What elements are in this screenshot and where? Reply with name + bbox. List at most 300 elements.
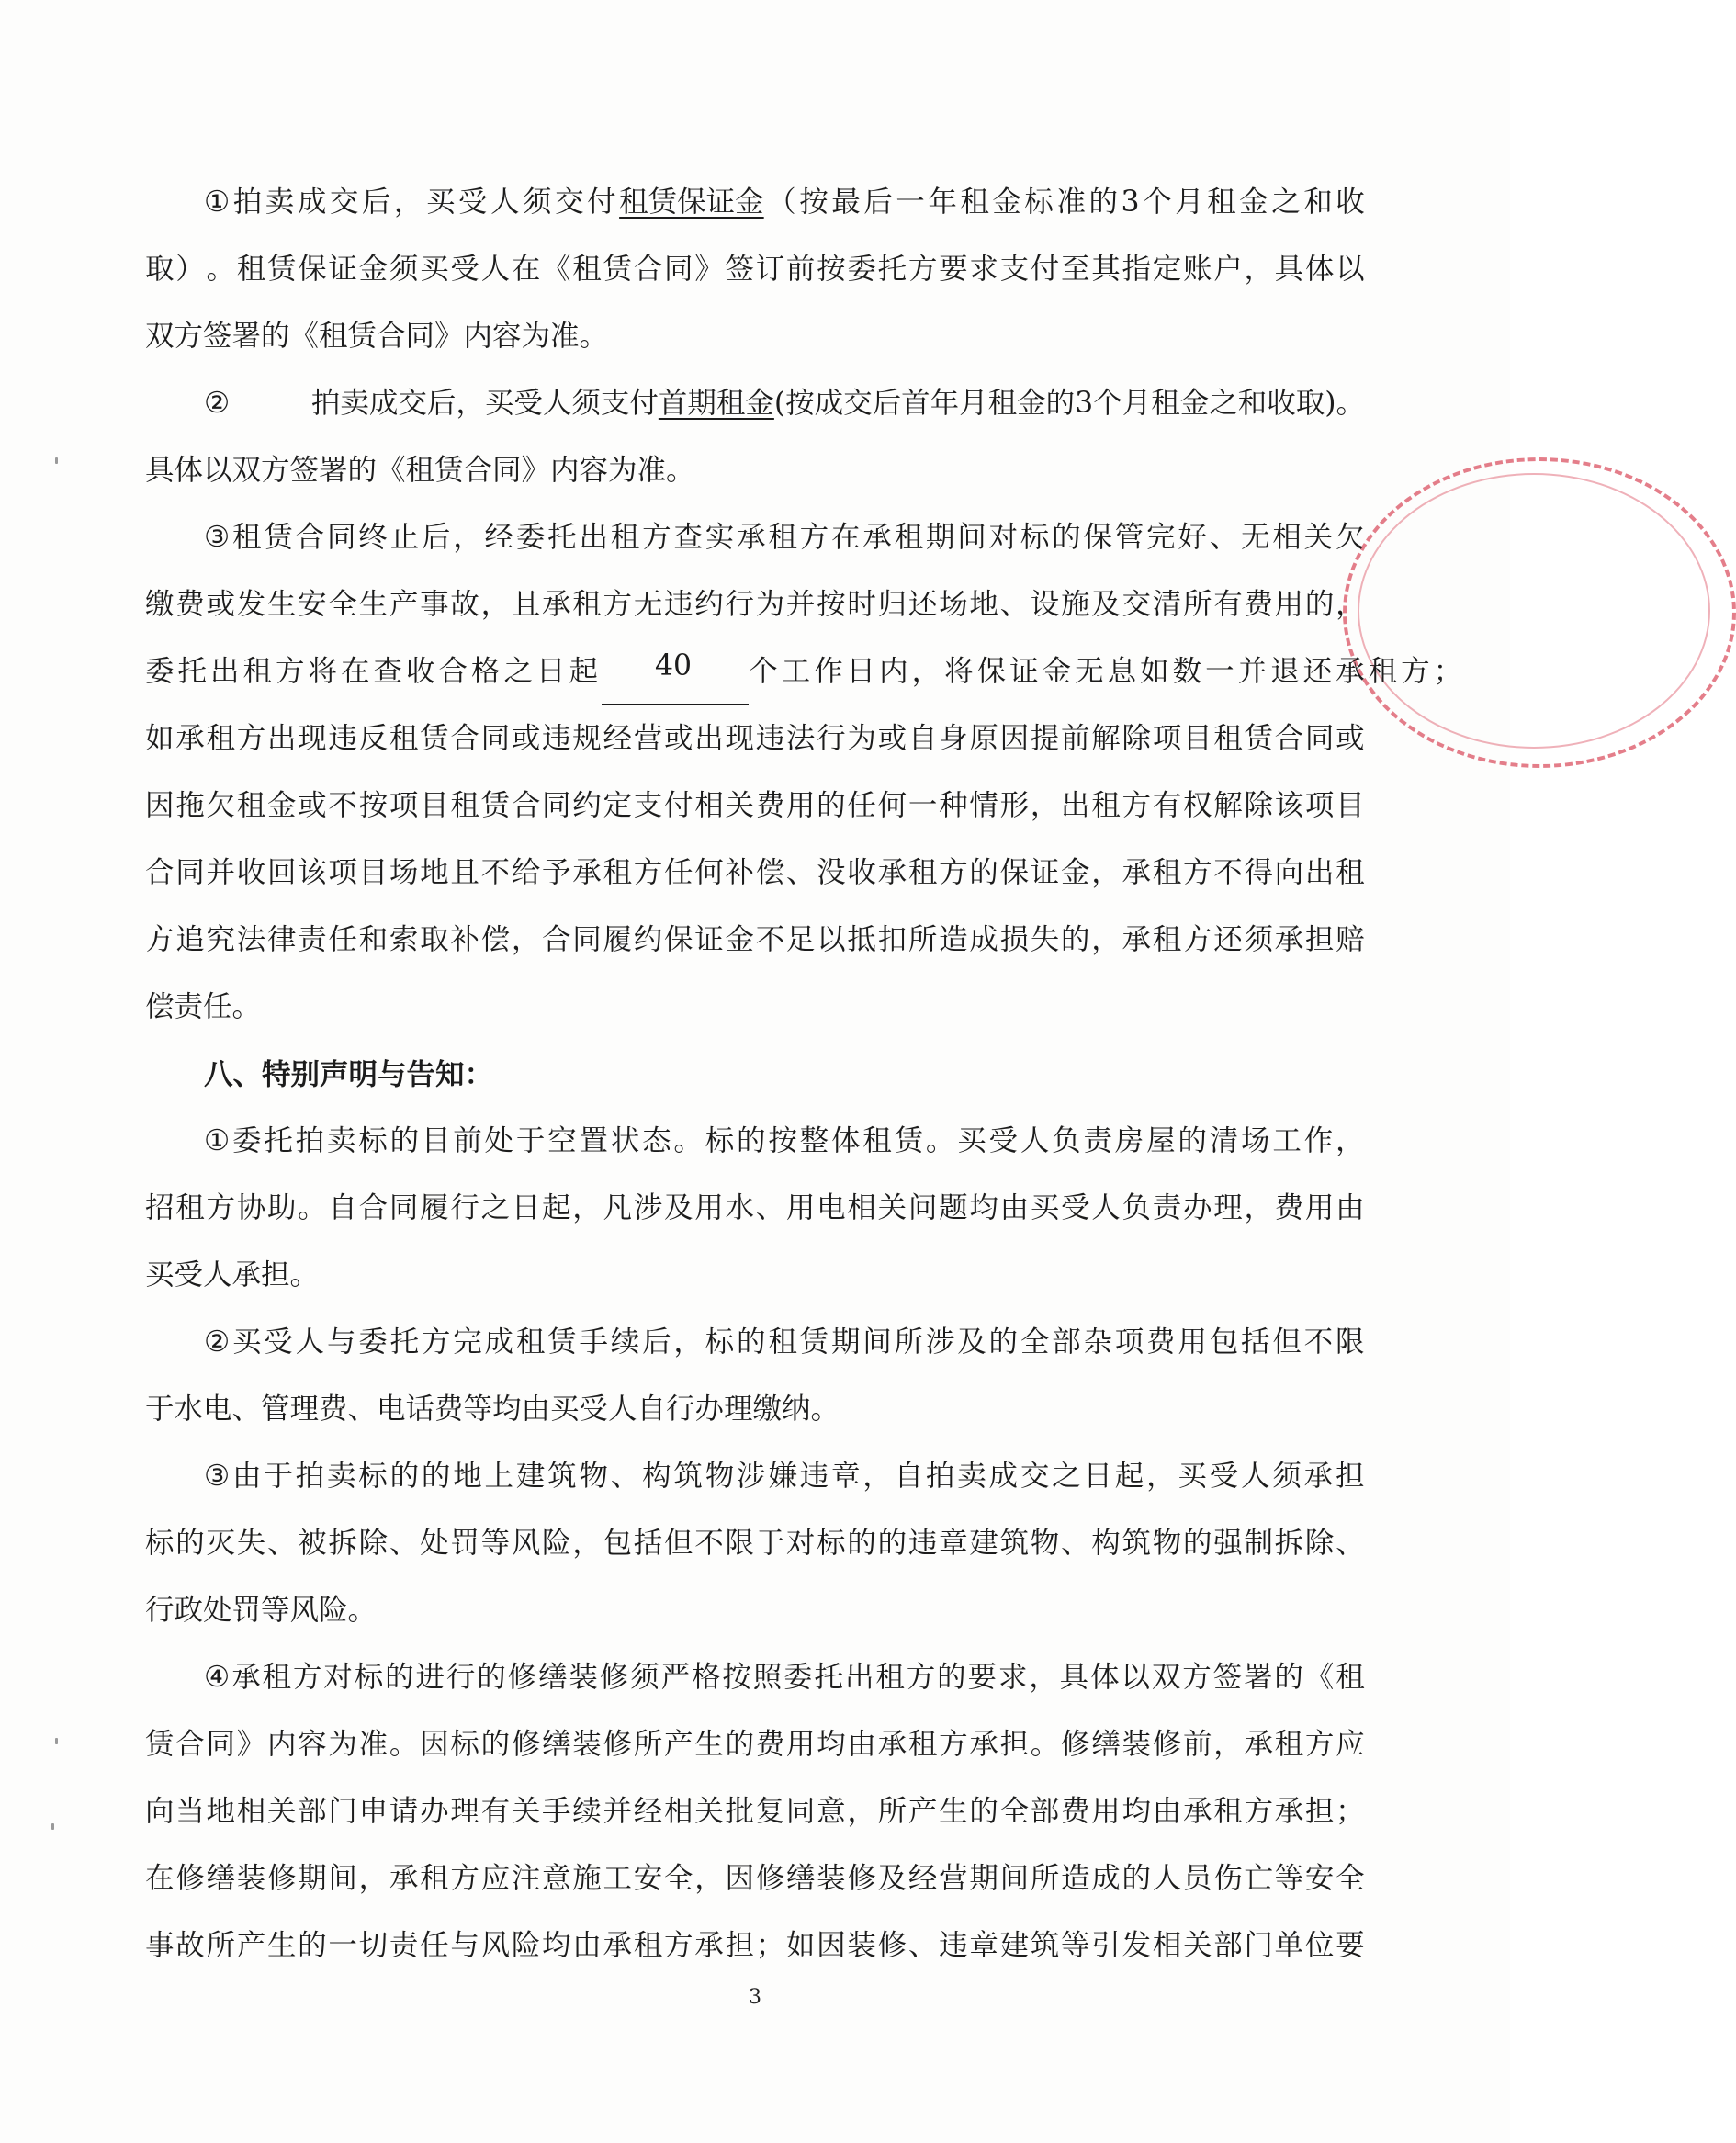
glyph: 费 [1274, 1191, 1304, 1224]
section-8-item-1-line-2 [145, 1175, 1365, 1242]
glyph: 对 [323, 1661, 353, 1694]
glyph: 收 [847, 856, 876, 889]
glyph: 用 [694, 1191, 724, 1224]
glyph: 经 [484, 521, 514, 554]
scan-speck [55, 457, 58, 464]
section-8-item-3-line-2 [145, 1510, 1365, 1577]
glyph: 给 [511, 856, 541, 889]
glyph: 产 [907, 1795, 938, 1828]
glyph: 缮 [785, 1862, 816, 1895]
glyph: 承 [862, 521, 892, 554]
glyph: 拆 [1274, 1527, 1304, 1560]
glyph: 单 [1274, 1929, 1304, 1962]
glyph: 照 [752, 1661, 783, 1694]
glyph: 抵 [847, 923, 876, 956]
glyph: ① [204, 186, 231, 219]
glyph: 损 [999, 923, 1030, 956]
glyph: 清 [1209, 1124, 1239, 1157]
glyph: 委 [783, 1661, 813, 1694]
glyph: 的 [175, 1527, 205, 1560]
glyph: 的 [937, 1661, 966, 1694]
glyph: 费 [755, 1728, 785, 1761]
glyph: 委 [847, 253, 876, 286]
glyph: ， [511, 923, 541, 956]
glyph: 同 [542, 789, 571, 822]
paragraph-2-line-2 [145, 437, 1365, 504]
glyph: 管 [1114, 521, 1144, 554]
glyph: 偿 [755, 856, 785, 889]
glyph: 受 [450, 253, 479, 286]
glyph: 赁 [266, 253, 297, 286]
glyph: 全 [663, 1862, 693, 1895]
red-seal-stamp-inner-ring [1358, 473, 1710, 749]
glyph: ， [1336, 588, 1365, 621]
glyph: 究 [206, 923, 235, 956]
glyph: 生 [694, 1728, 724, 1761]
glyph: 安 [298, 588, 327, 621]
glyph: 以 [1336, 253, 1365, 286]
glyph: 支 [633, 789, 663, 822]
glyph: 但 [663, 1527, 693, 1560]
glyph: 员 [1182, 1862, 1212, 1895]
glyph: 均 [969, 1191, 998, 1224]
glyph: 人 [1152, 1862, 1182, 1895]
glyph: 置 [579, 1124, 608, 1157]
glyph: 租 [1207, 186, 1236, 219]
glyph: 有 [1213, 588, 1243, 621]
glyph: 何 [877, 789, 907, 822]
glyph: 的 [737, 1325, 766, 1359]
glyph: 由 [1336, 1191, 1365, 1224]
glyph: 间 [862, 1325, 892, 1359]
glyph: 亡 [1244, 1862, 1273, 1895]
glyph: 门 [328, 1795, 357, 1828]
glyph: 为 [755, 588, 785, 621]
glyph: 何 [694, 856, 724, 889]
glyph: 有 [1152, 789, 1182, 822]
glyph: 理 [450, 1795, 479, 1828]
glyph: 之 [1052, 1460, 1081, 1493]
glyph: 办 [1182, 1191, 1212, 1224]
glyph: 承 [231, 1661, 261, 1694]
glyph: 该 [1274, 789, 1304, 822]
glyph: 承 [969, 1728, 998, 1761]
glyph: 租 [262, 1661, 292, 1694]
glyph: 筑 [1030, 1929, 1060, 1962]
glyph: 强 [1213, 1527, 1243, 1560]
glyph: 方 [799, 521, 829, 554]
glyph: ， [393, 186, 423, 219]
glyph: 。 [925, 1124, 955, 1157]
glyph: 、 [785, 856, 816, 889]
glyph: 任 [847, 789, 876, 822]
glyph: 的 [1061, 923, 1090, 956]
glyph: 赔 [1336, 923, 1365, 956]
glyph: 须 [630, 1661, 659, 1694]
section-8-item-3-line-3 [145, 1577, 1365, 1644]
glyph: 人 [1241, 1460, 1270, 1493]
glyph: 租 [572, 253, 602, 286]
text-run: 于水电、管理费、电话费等均由买受人自行办理缴纳。 [145, 1393, 840, 1426]
glyph: 修 [1152, 1728, 1182, 1761]
section-8-item-4-line-4 [145, 1845, 1365, 1912]
glyph: 支 [999, 253, 1030, 286]
glyph: 要 [939, 253, 968, 286]
glyph: 等 [1274, 1862, 1304, 1895]
glyph: 以 [817, 923, 846, 956]
glyph: 自 [328, 1191, 357, 1224]
glyph: 担 [999, 1728, 1030, 1761]
glyph: 的 [988, 1325, 1019, 1359]
glyph: 卖 [265, 186, 295, 219]
glyph: 赁 [547, 1325, 577, 1359]
glyph: 签 [725, 253, 754, 286]
glyph: 项 [1152, 722, 1182, 755]
glyph: ， [480, 588, 511, 621]
glyph: 租 [236, 253, 266, 286]
glyph: 的 [725, 1728, 754, 1761]
paragraph-3-line-3 [145, 638, 1467, 705]
glyph: 的 [421, 1460, 451, 1493]
glyph: 受 [1061, 1191, 1090, 1224]
glyph: 求 [969, 253, 998, 286]
glyph: 由 [999, 1191, 1030, 1224]
glyph: 建 [999, 1929, 1030, 1962]
glyph: 》 [694, 253, 724, 286]
glyph: 因 [420, 1728, 449, 1761]
glyph: 地 [206, 1795, 235, 1828]
glyph: 同 [663, 253, 693, 286]
glyph: 不 [328, 789, 357, 822]
glyph: 手 [579, 1325, 608, 1359]
glyph: 所 [894, 1325, 924, 1359]
glyph: 方 [939, 856, 968, 889]
glyph: ， [1244, 1191, 1273, 1224]
glyph: 方 [1122, 789, 1152, 822]
glyph: 标 [354, 1661, 384, 1694]
glyph: 违 [663, 588, 693, 621]
glyph: 负 [1052, 1124, 1081, 1157]
glyph: 租 [420, 1862, 449, 1895]
glyph: 承 [542, 588, 571, 621]
glyph: ， [358, 1862, 389, 1895]
glyph: 费 [1061, 1795, 1090, 1828]
glyph: 房 [1114, 1124, 1144, 1157]
glyph: 嫌 [768, 1460, 797, 1493]
glyph: 方 [603, 588, 633, 621]
glyph: 定 [603, 789, 633, 822]
glyph: 承 [1274, 923, 1304, 956]
glyph: ， [1029, 1661, 1058, 1694]
glyph: 同 [389, 1191, 419, 1224]
glyph: 方 [1182, 1661, 1212, 1694]
glyph: 态 [642, 1124, 671, 1157]
glyph: 法 [785, 722, 816, 755]
glyph: 时 [847, 588, 876, 621]
glyph: ， [453, 521, 482, 554]
glyph: 空 [547, 1124, 577, 1157]
glyph: 形 [999, 789, 1030, 822]
glyph: 保 [663, 923, 693, 956]
glyph: 期 [298, 1862, 327, 1895]
glyph: 灭 [206, 1527, 235, 1560]
glyph: 场 [1241, 1124, 1270, 1157]
glyph: 标 [358, 1460, 388, 1493]
glyph: 目 [1182, 722, 1212, 755]
glyph: 标 [450, 1728, 479, 1761]
glyph: 目 [1336, 789, 1365, 822]
glyph: 和 [358, 923, 389, 956]
glyph: 关 [1303, 521, 1334, 554]
glyph: 不 [480, 856, 511, 889]
glyph: 限 [725, 1527, 754, 1560]
glyph: 任 [420, 1929, 449, 1962]
glyph: 及 [877, 1862, 907, 1895]
glyph: 地 [453, 1460, 482, 1493]
glyph: 费 [175, 588, 205, 621]
underlined-term: 首期租金 [658, 387, 774, 420]
glyph: 建 [515, 1460, 546, 1493]
glyph: 回 [266, 856, 297, 889]
glyph: 批 [725, 1795, 754, 1828]
glyph: 因 [725, 1862, 754, 1895]
glyph: ） [175, 253, 205, 286]
glyph: 取 [145, 253, 175, 286]
glyph: 经 [603, 722, 633, 755]
glyph: 括 [633, 1527, 663, 1560]
glyph: 安 [633, 1862, 663, 1895]
glyph: 承 [1274, 1795, 1304, 1828]
glyph: 的 [1178, 1124, 1207, 1157]
glyph: 于 [264, 1460, 293, 1493]
glyph: 的 [847, 1527, 876, 1560]
glyph: 由 [572, 1929, 602, 1962]
glyph: 构 [642, 1460, 671, 1493]
glyph: 违 [755, 722, 785, 755]
glyph: 买 [425, 186, 456, 219]
glyph: 付 [587, 186, 616, 219]
glyph: 期 [925, 521, 955, 554]
glyph: 订 [755, 253, 785, 286]
section-8-item-4-line-1 [145, 1644, 1365, 1711]
glyph: 要 [1336, 1929, 1365, 1962]
underlined-blank-value: 40 [602, 638, 749, 705]
glyph: 足 [785, 923, 816, 956]
glyph: 及 [957, 1325, 986, 1359]
glyph: 承 [877, 1728, 907, 1761]
glyph: 处 [484, 1124, 514, 1157]
glyph: 其 [1091, 253, 1121, 286]
glyph: 修 [507, 1661, 537, 1694]
glyph: 设 [1030, 588, 1060, 621]
glyph: 成 [969, 923, 998, 956]
glyph: 除 [1244, 789, 1273, 822]
glyph: 意 [542, 1862, 571, 1895]
glyph: 期 [969, 1862, 998, 1895]
glyph: 筑 [1122, 1527, 1152, 1560]
glyph: 请 [389, 1795, 419, 1828]
glyph: 。 [206, 253, 235, 286]
glyph: 按 [817, 588, 846, 621]
glyph: 一 [328, 1929, 357, 1962]
glyph: 体 [830, 1124, 861, 1157]
glyph: 承 [1303, 1460, 1334, 1493]
glyph: 原 [969, 722, 998, 755]
glyph: 租 [875, 1661, 905, 1694]
glyph: 经 [907, 1862, 938, 1895]
heading-text: 八、特别声明与告知： [204, 1057, 494, 1091]
glyph: 出 [1304, 856, 1335, 889]
glyph: 行 [450, 1191, 479, 1224]
glyph: 全 [999, 1795, 1030, 1828]
glyph: 赁 [603, 253, 633, 286]
glyph: 人 [295, 1325, 325, 1359]
glyph: 用 [1274, 588, 1304, 621]
glyph: 及 [1091, 588, 1121, 621]
glyph: 、 [755, 1191, 785, 1224]
glyph: 受 [264, 1325, 293, 1359]
glyph: 赁 [1244, 722, 1273, 755]
glyph: 标 [705, 1124, 735, 1157]
glyph: 与 [326, 1325, 356, 1359]
glyph: 完 [1146, 521, 1176, 554]
glyph: 营 [633, 722, 663, 755]
glyph: 卖 [326, 1124, 356, 1157]
glyph: 情 [969, 789, 998, 822]
glyph: 方 [633, 856, 663, 889]
glyph: 目 [420, 789, 449, 822]
glyph: 买 [957, 1124, 986, 1157]
glyph: 。 [673, 1124, 703, 1157]
glyph: 杂 [1083, 1325, 1112, 1359]
glyph: 解 [1091, 722, 1121, 755]
glyph: 租 [907, 1728, 938, 1761]
glyph: 担 [725, 1929, 754, 1962]
glyph: 承 [389, 1862, 419, 1895]
glyph: 内 [266, 1728, 297, 1761]
glyph: 责 [389, 1929, 419, 1962]
glyph: 出 [266, 722, 297, 755]
glyph: 作 [1303, 1124, 1334, 1157]
section-8-item-4-line-5 [145, 1912, 1365, 1979]
glyph: 问 [907, 1191, 938, 1224]
glyph: 行 [817, 722, 846, 755]
glyph: 租 [389, 722, 419, 755]
glyph: 如 [785, 1929, 816, 1962]
glyph: 租 [768, 1325, 797, 1359]
glyph: 物 [1152, 1527, 1182, 1560]
glyph: 归 [877, 588, 907, 621]
glyph: 并 [206, 856, 235, 889]
glyph: 《 [1304, 1661, 1335, 1694]
glyph: 赁 [894, 1124, 924, 1157]
glyph: 目 [358, 856, 389, 889]
glyph: 清 [1152, 588, 1182, 621]
glyph: 状 [610, 1124, 640, 1157]
glyph: 同 [175, 856, 205, 889]
glyph: ， [1335, 1124, 1365, 1157]
glyph: ， [1244, 253, 1273, 286]
section-8-heading [145, 1041, 1365, 1108]
text-run-b: (按成交后首年月租金的3个月租金之和收取)。 [773, 387, 1365, 420]
glyph: 产 [663, 1728, 693, 1761]
glyph: 买 [1178, 1460, 1207, 1493]
glyph: 标 [1024, 186, 1054, 219]
glyph: 切 [358, 1929, 389, 1962]
glyph: 赁 [264, 521, 293, 554]
glyph: 租 [1091, 789, 1121, 822]
glyph: 权 [1182, 789, 1212, 822]
glyph: 的 [389, 1460, 420, 1493]
glyph: 的 [477, 1661, 506, 1694]
glyph: 屋 [1146, 1124, 1176, 1157]
paragraph-3-line-1 [145, 504, 1365, 571]
glyph: 证 [1030, 856, 1060, 889]
glyph: 涉 [633, 1191, 663, 1224]
glyph: 的 [1304, 588, 1335, 621]
glyph: 但 [1272, 1325, 1302, 1359]
glyph: 金 [1061, 856, 1090, 889]
glyph: 的 [480, 1728, 511, 1761]
glyph: 目 [421, 1124, 451, 1157]
glyph: 准 [1056, 186, 1086, 219]
glyph: 用 [1178, 1325, 1207, 1359]
glyph: 风 [480, 1929, 511, 1962]
paragraph-2-line-1 [145, 370, 1365, 437]
glyph: 承 [1182, 1795, 1212, 1828]
glyph: 拆 [328, 1527, 357, 1560]
glyph: 任 [328, 923, 357, 956]
glyph: 由 [232, 1460, 262, 1493]
glyph: 物 [1030, 1527, 1060, 1560]
glyph: 意 [817, 1795, 846, 1828]
glyph: 后 [642, 1325, 671, 1359]
glyph: 一 [907, 789, 938, 822]
glyph: 租 [572, 588, 602, 621]
glyph: ① [204, 1124, 231, 1157]
glyph: 并 [603, 1795, 633, 1828]
glyph: 除 [1304, 1527, 1335, 1560]
glyph: 托 [264, 1124, 293, 1157]
glyph: 产 [236, 1929, 266, 1962]
glyph: 装 [569, 1661, 598, 1694]
glyph: 风 [511, 1527, 541, 1560]
glyph: 证 [694, 923, 724, 956]
glyph: 对 [785, 1527, 816, 1560]
glyph: 一 [896, 186, 925, 219]
glyph: 方 [1244, 1795, 1273, 1828]
glyph: 用 [1304, 1191, 1335, 1224]
glyph: 造 [1061, 1862, 1090, 1895]
glyph: 之 [1271, 186, 1301, 219]
glyph: 租 [1274, 1728, 1304, 1761]
glyph: 同 [206, 1728, 235, 1761]
glyph: 险 [542, 1527, 571, 1560]
glyph: 担 [1335, 1460, 1365, 1493]
glyph: 应 [1336, 1728, 1365, 1761]
paragraph-3-line-6 [145, 840, 1365, 907]
glyph: 约 [633, 923, 663, 956]
glyph: 《 [542, 253, 571, 286]
section-8-item-4-line-2 [145, 1711, 1365, 1778]
glyph: 》 [236, 1728, 266, 1761]
glyph: 定 [1152, 253, 1182, 286]
glyph: 保 [298, 253, 327, 286]
glyph: 部 [1030, 1795, 1060, 1828]
glyph: 相 [847, 1191, 876, 1224]
glyph: 缮 [206, 1862, 235, 1895]
glyph: 没 [817, 856, 846, 889]
